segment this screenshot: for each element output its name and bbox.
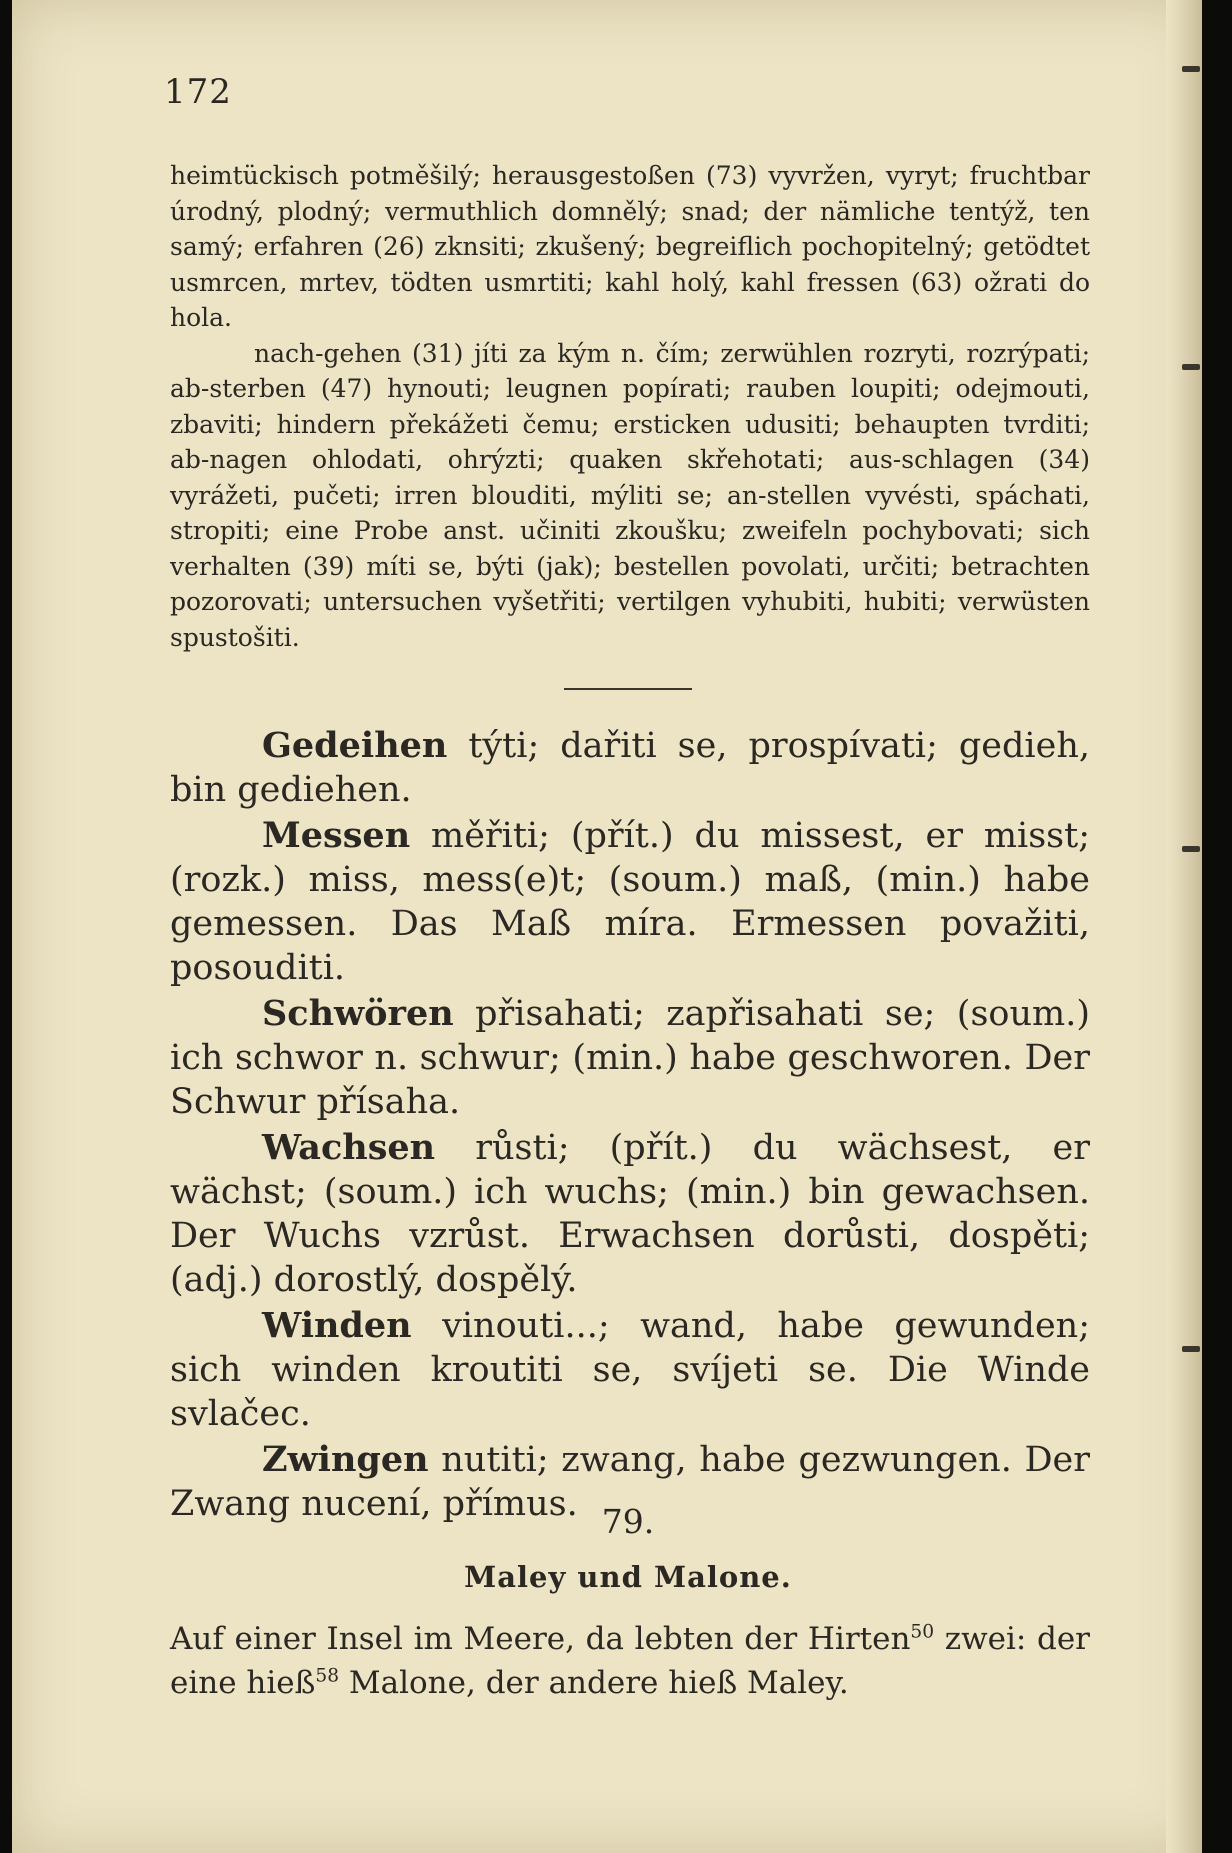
verb-entry (170, 1304, 1090, 1436)
entry-headword: Schwören (262, 993, 454, 1034)
vocab-paragraph: heimtückisch potměšilý; herausgestoßen (73) vyvržen, vyryt; fruchtbar úrodný, plodný; vermuthlich domnělý; snad; der nämliche tentýž, ten samý; erfahren (26) zknsiti; zkušený; begreiflich pochopitelný; getödtet usmrcen, mrtev, tödten usmrtiti; kahl holý, kahl fressen (63) ožrati do hola. (170, 161, 1090, 332)
story-part: Malone, der andere hieß Maley. (339, 1665, 849, 1701)
margin-mark (1182, 66, 1200, 72)
lesson-number: 79. (601, 1502, 655, 1541)
vocabulary-block (170, 158, 1090, 655)
verb-entry (170, 1126, 1090, 1302)
margin-mark (1182, 1346, 1200, 1352)
verb-entry (170, 814, 1090, 990)
footnote-ref: 50 (910, 1621, 935, 1643)
entry-text: měřiti; (přít.) du missest, er misst; (rozk.) miss, mess(e)t; (soum.) maß, (min.) habe gemessen. Das Maß míra. Ermessen považiti, posouditi. (170, 816, 1090, 988)
story-part: Auf einer Insel im Meere, da lebten der Hirten (170, 1621, 911, 1657)
verb-entry (170, 992, 1090, 1124)
book-page (12, 0, 1202, 1853)
story-text (170, 1617, 1090, 1705)
vocab-paragraph: nach-gehen (31) jíti za kým n. čím; zerwühlen rozryti, rozrýpati; ab-sterben (47) hynouti; leugnen popírati; rauben loupiti; odejmouti, zbaviti; hindern překážeti čemu; ersticken udusiti; behaupten tvrditi; ab-nagen ohlodati, ohrýzti; quaken skřehotati; aus-schlagen (34) vyrážeti, pučeti; irren blouditi, mýliti se; an-stellen vyvésti, spáchati, stropiti; eine Probe anst. učiniti zkoušku; zweifeln pochybovati; sich verhalten (39) míti se, býti (jak); bestellen povolati, určiti; betrachten pozorovati; untersuchen vyšetřiti; vertilgen vyhubiti, hubiti; verwüsten spustošiti. (170, 338, 1090, 652)
entry-text: přisahati; zapřisahati se; (soum.) ich schwor n. schwur; (min.) habe geschworen. Der Schwur přísaha. (170, 994, 1090, 1122)
entry-headword: Gedeihen (262, 725, 448, 766)
page-number: 172 (164, 72, 232, 112)
entry-headword: Wachsen (262, 1127, 436, 1168)
lesson-title: Maley und Malone. (464, 1560, 792, 1594)
section-divider (564, 688, 692, 690)
entry-text: nutiti; zwang, habe gezwungen. Der Zwang nucení, přímus. (170, 1440, 1090, 1524)
entry-text: vinouti...; wand, habe gewunden; sich winden kroutiti se, svíjeti se. Die Winde svlačec. (170, 1306, 1090, 1434)
footnote-ref: 58 (315, 1665, 340, 1687)
entry-text: růsti; (přít.) du wächsest, er wächst; (soum.) ich wuchs; (min.) bin gewachsen. Der Wuchs vzrůst. Erwachsen dorůsti, dospěti; (adj.) dorostlý, dospělý. (170, 1128, 1090, 1300)
margin-mark (1182, 846, 1200, 852)
verb-entries (170, 724, 1090, 1528)
verb-entry (170, 724, 1090, 812)
entry-headword: Zwingen (262, 1439, 429, 1480)
margin-mark (1182, 364, 1200, 370)
entry-headword: Winden (262, 1305, 412, 1346)
entry-headword: Messen (262, 815, 411, 856)
entry-text: týti; dařiti se, prospívati; gedieh, bin gediehen. (170, 726, 1090, 810)
story-part: zwei: der eine hieß (170, 1621, 1091, 1701)
